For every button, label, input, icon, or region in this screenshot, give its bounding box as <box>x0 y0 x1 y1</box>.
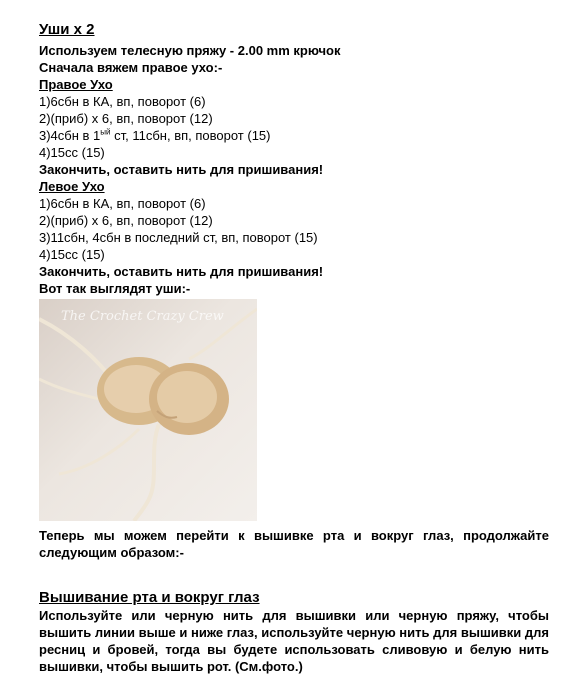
ears-illustration <box>39 299 257 521</box>
ears-title: Уши х 2 <box>39 21 95 38</box>
left-ear-row-4: 4)15сс (15) <box>39 247 105 262</box>
row3-start: 3)4сбн в 1 <box>39 128 101 143</box>
row3-superscript: ый <box>100 127 111 137</box>
right-ear-row-1: 1)6сбн в КА, вп, поворот (6) <box>39 94 206 109</box>
photo-caption: Вот так выглядят уши:- <box>39 281 191 296</box>
left-ear-row-2: 2)(приб) х 6, вп, поворот (12) <box>39 213 213 228</box>
next-step-text: Теперь мы можем перейти к вышивке рта и вокруг глаз, продолжайте следующим образом:- <box>39 528 549 560</box>
ears-photo <box>39 299 257 521</box>
right-ear-finish: Закончить, оставить нить для пришивания! <box>39 162 324 177</box>
start-note: Сначала вяжем правое ухо:- <box>39 60 223 75</box>
left-ear-row-3: 3)11сбн, 4сбн в последний ст, вп, поворот (15) <box>39 230 318 245</box>
right-ear-row-4: 4)15сс (15) <box>39 145 105 160</box>
right-ear-heading: Правое Ухо <box>39 77 113 92</box>
left-ear-row-1: 1)6сбн в КА, вп, поворот (6) <box>39 196 206 211</box>
right-ear-row-3 <box>39 127 559 144</box>
left-ear-finish: Закончить, оставить нить для пришивания! <box>39 264 324 279</box>
document-page <box>39 20 559 675</box>
photo-watermark: The Crochet Crazy Crew <box>61 309 224 324</box>
row3-end: ст, 11сбн, вп, поворот (15) <box>110 128 271 143</box>
left-ear-heading: Левое Ухо <box>39 179 105 194</box>
embroidery-text: Используйте или черную нить для вышивки или черную пряжу, чтобы вышить линии выше и ниже глаз, используйте черную нить для вышивки для ресниц и бровей, тогда вы будете использовать сливовую и белую нить вышивки, чтобы вышить рот. (См.фото.) <box>39 608 549 674</box>
embroidery-heading: Вышивание рта и вокруг глаз <box>39 589 260 606</box>
yarn-note: Используем телесную пряжу - 2.00 mm крючок <box>39 43 341 58</box>
right-ear-row-2: 2)(приб) х 6, вп, поворот (12) <box>39 111 213 126</box>
